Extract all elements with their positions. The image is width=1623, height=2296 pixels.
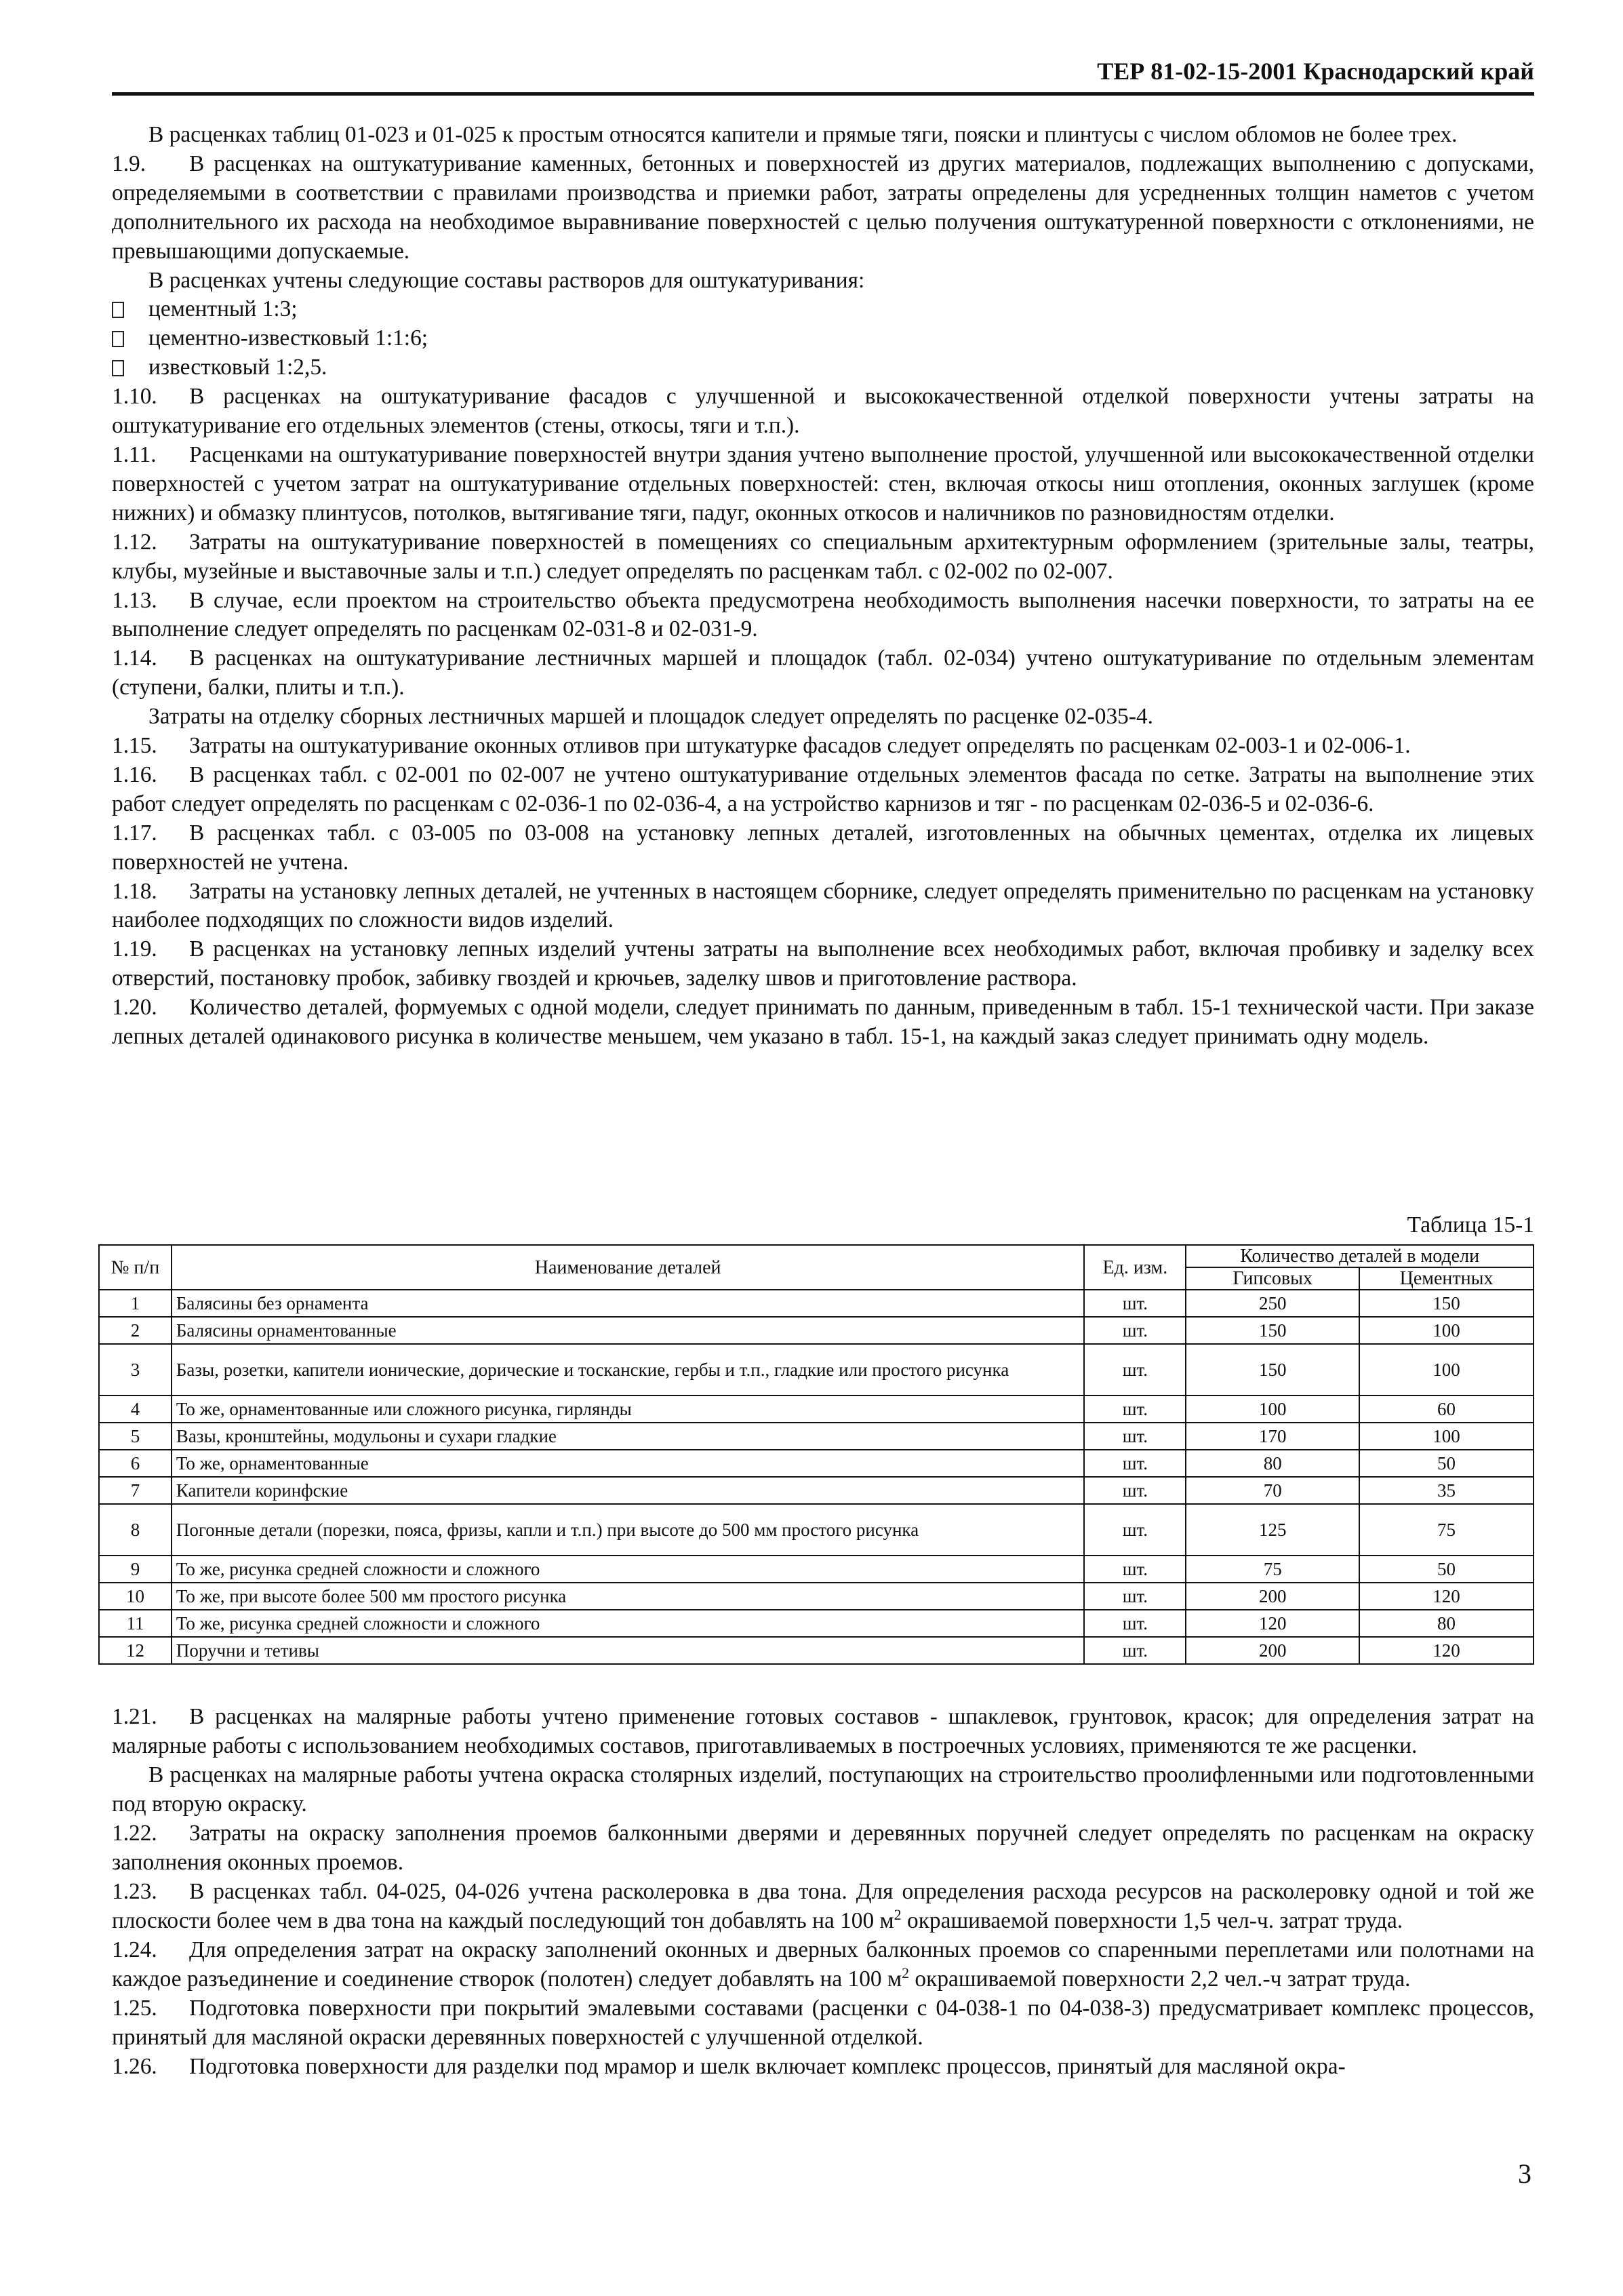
list-item: цементно-известковый 1:1:6;	[112, 324, 1534, 353]
body-text-bottom	[112, 1702, 1534, 2081]
table-row: 6 То же, орнаментованные шт. 80 50	[99, 1450, 1534, 1477]
paragraph-1-21: 1.21. В расценках на малярные работы учтено применение готовых составов - шпаклевок, грунтовок, красок; для определения затрат на малярные работы с использованием необходимых составов, приготавливаемых в построечных условиях, применяются те же расценки.	[112, 1704, 1534, 1758]
paragraph-1-20: 1.20. Количество деталей, формуемых с одной модели, следует принимать по данным, приведенным в табл. 15-1 технической части. При заказе лепных деталей одинакового рисунка в количестве меньшем, чем указано в табл. 15-1, на каждый заказ следует принимать одну модель.	[112, 995, 1534, 1050]
paragraph-1-14-cont: Затраты на отделку сборных лестничных маршей и площадок следует определять по расценке 02-035-4.	[148, 704, 1154, 730]
table-row: 7 Капители коринфские шт. 70 35	[99, 1477, 1534, 1504]
paragraph-1-9: 1.9. В расценках на оштукатуривание каменных, бетонных и поверхностей из других материалов, подлежащих выполнению с допусками, определяемыми в соответствии с правилами производства и приемки работ, затраты определены для усредненных толщин наметов с учетом дополнительного их расхода на необходимое выравнивание поверхностей с целью получения оштукатуренной поверхности с отклонениями, не превышающими допускаемые.	[112, 151, 1534, 264]
header-title: ТЕР 81-02-15-2001 Краснодарский край	[1097, 58, 1534, 85]
paragraph: В расценках таблиц 01-023 и 01-025 к простым относятся капители и прямые тяги, пояски и плинтусы с числом обломов не более трех.	[148, 122, 1458, 147]
running-header	[112, 53, 1534, 96]
table-caption: Таблица 15-1	[1407, 1212, 1534, 1238]
table-row: 12 Поручни и тетивы шт. 200 120	[99, 1637, 1534, 1664]
col-header-num: № п/п	[99, 1245, 172, 1290]
paragraph-1-10: 1.10. В расценках на оштукатуривание фасадов с улучшенной и высококачественной отделкой поверхности учтены затраты на оштукатуривание его отдельных элементов (стены, откосы, тяги и т.п.).	[112, 384, 1534, 439]
table-row: 9 То же, рисунка средней сложности и сложного шт. 75 50	[99, 1556, 1534, 1583]
checkbox-bullet-icon	[112, 331, 124, 347]
col-header-unit: Ед. изм.	[1084, 1245, 1186, 1290]
table-row: 11 То же, рисунка средней сложности и сложного шт. 120 80	[99, 1610, 1534, 1637]
paragraph-1-14: 1.14. В расценках на оштукатуривание лестничных маршей и площадок (табл. 02-034) учтено оштукатуривание по отдельным элементам (ступени, балки, плиты и т.п.).	[112, 646, 1534, 700]
table-row: 10 То же, при высоте более 500 мм простого рисунка шт. 200 120	[99, 1583, 1534, 1610]
paragraph-1-22: 1.22. Затраты на окраску заполнения проемов балконными дверями и деревянных поручней следует определять по расценкам на окраску заполнения оконных проемов.	[112, 1821, 1534, 1875]
body-text-top	[112, 121, 1534, 1052]
table-row: 3 Базы, розетки, капители ионические, дорические и тосканские, гербы и т.п., гладкие или простого рисунка шт. 150 100	[99, 1344, 1534, 1396]
list-item: известковый 1:2,5.	[112, 353, 1534, 382]
col-header-gypsum: Гипсовых	[1186, 1267, 1359, 1290]
paragraph-1-11: 1.11. Расценками на оштукатуривание поверхностей внутри здания учтено выполнение простой, улучшенной или высококачественной отделки поверхностей с учетом затрат на оштукатуривание отдельных поверхностей: стен, включая откосы ниш отопления, оконных заглушек (кроме нижних) и обмазку плинтусов, потолков, вытягивание тяги, падуг, оконных откосов и наличников по разновидностям отделки.	[112, 441, 1534, 526]
paragraph-1-21-cont: В расценках на малярные работы учтена окраска столярных изделий, поступающих на строительство проолифленными или подготовленными под вторую окраску.	[112, 1762, 1534, 1817]
paragraph-1-26: 1.26. Подготовка поверхности для разделки под мрамор и шелк включает комплекс процессов, принятый для масляной окра-	[112, 2054, 1346, 2079]
page-number: 3	[1518, 2158, 1531, 2189]
table-row: 5 Вазы, кронштейны, модульоны и сухари гладкие шт. 170 100	[99, 1423, 1534, 1450]
col-header-name: Наименование деталей	[172, 1245, 1085, 1290]
paragraph-1-17: 1.17. В расценках табл. с 03-005 по 03-008 на установку лепных деталей, изготовленных на обычных цементах, отделка их лицевых поверхностей не учтена.	[112, 820, 1534, 875]
paragraph-1-25: 1.25. Подготовка поверхности при покрытий эмалевыми составами (расценки с 04-038-1 по 04-038-3) предусматривает комплекс процессов, принятый для масляной окраски деревянных поверхностей с улучшенной отделкой.	[112, 1996, 1534, 2050]
table-row: 2 Балясины орнаментованные шт. 150 100	[99, 1317, 1534, 1344]
table-row: 8 Погонные детали (порезки, пояса, фризы, капли и т.п.) при высоте до 500 мм простого рисунка шт. 125 75	[99, 1504, 1534, 1556]
paragraph-1-13: 1.13. В случае, если проектом на строительство объекта предусмотрена необходимость выполнения насечки поверхности, то затраты на ее выполнение следует определять по расценкам 02-031-8 и 02-031-9.	[112, 587, 1534, 642]
paragraph-mixes-intro: В расценках учтены следующие составы растворов для оштукатуривания:	[148, 267, 865, 293]
table-row: 4 То же, орнаментованные или сложного рисунка, гирлянды шт. 100 60	[99, 1396, 1534, 1423]
col-header-qty: Количество деталей в модели	[1186, 1245, 1534, 1267]
list-item: цементный 1:3;	[112, 295, 1534, 324]
details-table	[98, 1244, 1534, 1665]
paragraph-1-19: 1.19. В расценках на установку лепных изделий учтены затраты на выполнение всех необходимых работ, включая пробивку и заделку всех отверстий, постановку пробок, забивку гвоздей и крючьев, заделку швов и приготовление раствора.	[112, 936, 1534, 991]
paragraph-1-18: 1.18. Затраты на установку лепных деталей, не учтенных в настоящем сборнике, следует определять применительно по расценкам на установку наиболее подходящих по сложности видов изделий.	[112, 878, 1534, 933]
paragraph-1-15: 1.15. Затраты на оштукатуривание оконных отливов при штукатурке фасадов следует определять по расценкам 02-003-1 и 02-006-1.	[112, 733, 1411, 759]
checkbox-bullet-icon	[112, 302, 124, 318]
table-row: 1 Балясины без орнамента шт. 250 150	[99, 1290, 1534, 1317]
col-header-cement: Цементных	[1359, 1267, 1534, 1290]
paragraph-1-24: 1.24. Для определения затрат на окраску заполнений оконных и дверных балконных проемов со спаренными переплетами или полотнами на каждое разъединение и соединение створок (полотен) следует добавлять на 100 $м^2$ окрашиваемой поверхности 2,2 чел.-ч затрат труда.	[112, 1937, 1534, 1992]
checkbox-bullet-icon	[112, 360, 124, 376]
paragraph-1-12: 1.12. Затраты на оштукатуривание поверхностей в помещениях со специальным архитектурным оформлением (зрительные залы, театры, клубы, музейные и выставочные залы и т.п.) следует определять по расценкам табл. с 02-002 по 02-007.	[112, 529, 1534, 584]
paragraph-1-16: 1.16. В расценках табл. с 02-001 по 02-007 не учтено оштукатуривание отдельных элементов фасада по сетке. Затраты на выполнение этих работ следует определять по расценкам с 02-036-1 по 02-036-4, а на устройство карнизов и тяг - по расценкам 02-036-5 и 02-036-6.	[112, 761, 1534, 816]
paragraph-1-23: 1.23. В расценках табл. 04-025, 04-026 учтена расколеровка в два тона. Для определения расхода ресурсов на расколеровку одной и той же плоскости более чем в два тона на каждый последующий тон добавлять на 100 $м^2$ окрашиваемой поверхности 1,5 чел-ч. затрат труда.	[112, 1879, 1534, 1933]
